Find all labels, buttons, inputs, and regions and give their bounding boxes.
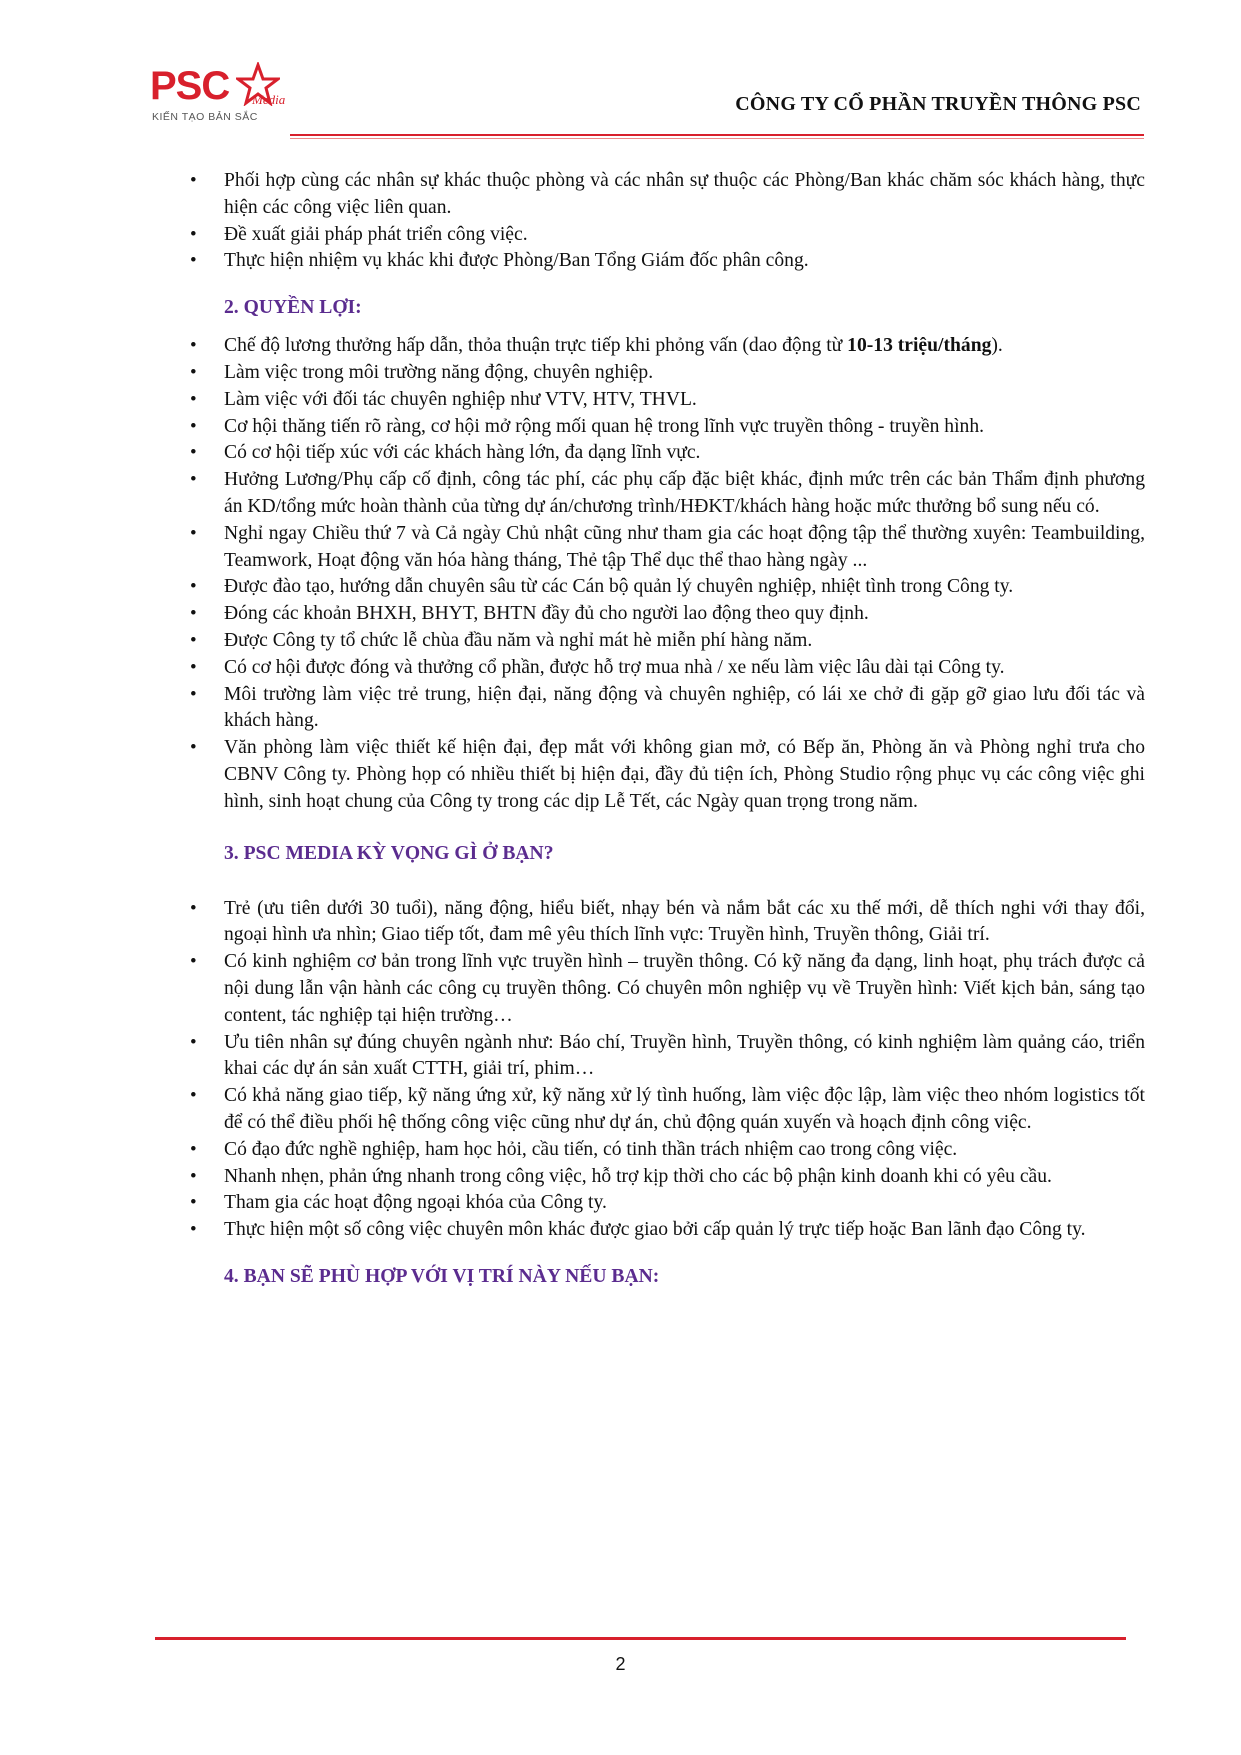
company-name: CÔNG TY CỔ PHẦN TRUYỀN THÔNG PSC — [735, 93, 1141, 115]
list-item: • Ưu tiên nhân sự đúng chuyên ngành như: Báo chí, Truyền hình, Truyền thông, có kinh nghiệm làm quảng cáo, triển khai các dự án sản xuất CTTH, giải trí, phim… — [190, 1030, 1145, 1084]
document-body — [190, 168, 1145, 1288]
list-item: • Văn phòng làm việc thiết kế hiện đại, đẹp mắt với không gian mở, có Bếp ăn, Phòng ăn và Phòng nghỉ trưa cho CBNV Công ty. Phòng họp có nhiều thiết bị hiện đại, đầy đủ tiện ích, Phòng Studio rộng phục vụ các công việc ghi hình, sinh hoạt chung của Công ty trong các dịp Lễ Tết, các Ngày quan trọng trong năm. — [190, 735, 1145, 815]
header-divider-thin — [290, 138, 1144, 139]
list-item: • Hưởng Lương/Phụ cấp cố định, công tác phí, các phụ cấp đặc biệt khác, định mức trên các bản Thẩm định phương án KD/tổng mức hoàn thành của từng dự án/chương trình/HĐKT/khách hàng hoặc mức thưởng bổ sung nếu có. — [190, 467, 1145, 521]
list-item: • Tham gia các hoạt động ngoại khóa của Công ty. — [190, 1190, 1145, 1217]
list-item: • Được đào tạo, hướng dẫn chuyên sâu từ các Cán bộ quản lý chuyên nghiệp, nhiệt tình trong Công ty. — [190, 574, 1145, 601]
list-item: • Phối hợp cùng các nhân sự khác thuộc phòng và các nhân sự thuộc các Phòng/Ban khác chăm sóc khách hàng, thực hiện các công việc liên quan. — [190, 168, 1145, 222]
list-item: • Môi trường làm việc trẻ trung, hiện đại, năng động và chuyên nghiệp, có lái xe chở đi gặp gỡ giao lưu đối tác và khách hàng. — [190, 682, 1145, 736]
list-item: • Có khả năng giao tiếp, kỹ năng ứng xử, kỹ năng xử lý tình huống, làm việc độc lập, làm việc theo nhóm logistics tốt để có thể điều phối hệ thống công việc cũng như dự án, chủ động quán xuyến và hoạch định công việc. — [190, 1083, 1145, 1137]
header-divider — [290, 134, 1144, 136]
list-item: • Thực hiện nhiệm vụ khác khi được Phòng/Ban Tổng Giám đốc phân công. — [190, 248, 1145, 275]
list-item: • Làm việc trong môi trường năng động, chuyên nghiệp. — [190, 360, 1145, 387]
section3-list — [190, 896, 1145, 1244]
section4-title: 4. BẠN SẼ PHÙ HỢP VỚI VỊ TRÍ NÀY NẾU BẠN: — [224, 1265, 660, 1287]
list-item: • Thực hiện một số công việc chuyên môn khác được giao bởi cấp quản lý trực tiếp hoặc Ban lãnh đạo Công ty. — [190, 1217, 1145, 1244]
list-item: • Đề xuất giải pháp phát triển công việc. — [190, 222, 1145, 249]
salary-range: 10-13 triệu/tháng — [847, 335, 992, 357]
list-item: • Cơ hội thăng tiến rõ ràng, cơ hội mở rộng mối quan hệ trong lĩnh vực truyền thông - truyền hình. — [190, 414, 1145, 441]
list-item: • Có cơ hội tiếp xúc với các khách hàng lớn, đa dạng lĩnh vực. — [190, 440, 1145, 467]
list-item: • Có kinh nghiệm cơ bản trong lĩnh vực truyền hình – truyền thông. Có kỹ năng đa dạng, linh hoạt, phụ trách được cả nội dung lẫn vận hành các công cụ truyền thông. Có chuyên môn nghiệp vụ về Truyền hình: Viết kịch bản, sáng tạo content, tác nghiệp tại hiện trường… — [190, 949, 1145, 1029]
logo-wordmark: PSC — [150, 64, 230, 108]
list-item: • Được Công ty tổ chức lễ chùa đầu năm và nghỉ mát hè miễn phí hàng năm. — [190, 628, 1145, 655]
list-item: • Nghỉ ngay Chiều thứ 7 và Cả ngày Chủ nhật cũng như tham gia các hoạt động tập thể thường xuyên: Teambuilding, Teamwork, Hoạt động văn hóa hàng tháng, Thẻ tập Thể dục thể thao hàng ngày ... — [190, 521, 1145, 575]
list-item: • Trẻ (ưu tiên dưới 30 tuổi), năng động, hiểu biết, nhạy bén và nắm bắt các xu thế mới, dễ thích nghi với thay đổi, ngoại hình ưa nhìn; Giao tiếp tốt, đam mê yêu thích lĩnh vực: Truyền hình, Truyền thông, Giải trí. — [190, 896, 1145, 950]
section2-list — [190, 333, 1145, 815]
list-item: • Có đạo đức nghề nghiệp, ham học hỏi, cầu tiến, có tinh thần trách nhiệm cao trong công việc. — [190, 1137, 1145, 1164]
logo-media-text: Media — [252, 92, 286, 107]
list-item: • Chế độ lương thưởng hấp dẫn, thỏa thuận trực tiếp khi phỏng vấn (dao động từ 10-13 triệu/tháng). — [190, 333, 1145, 360]
footer-divider — [155, 1637, 1126, 1640]
list-item: • Nhanh nhẹn, phản ứng nhanh trong công việc, hỗ trợ kịp thời cho các bộ phận kinh doanh khi có yêu cầu. — [190, 1164, 1145, 1191]
page-number: 2 — [615, 1654, 626, 1674]
section3-title: 3. PSC MEDIA KỲ VỌNG GÌ Ở BẠN? — [224, 842, 554, 864]
logo-tagline: KIẾN TẠO BẢN SẮC — [152, 111, 258, 123]
list-item: • Có cơ hội được đóng và thưởng cổ phần, được hỗ trợ mua nhà / xe nếu làm việc lâu dài tại Công ty. — [190, 655, 1145, 682]
section1-list — [190, 168, 1145, 275]
section2-title: 2. QUYỀN LỢI: — [224, 297, 362, 319]
list-item: • Đóng các khoản BHXH, BHYT, BHTN đầy đủ cho người lao động theo quy định. — [190, 601, 1145, 628]
company-logo — [150, 62, 286, 126]
list-item: • Làm việc với đối tác chuyên nghiệp như VTV, HTV, THVL. — [190, 387, 1145, 414]
